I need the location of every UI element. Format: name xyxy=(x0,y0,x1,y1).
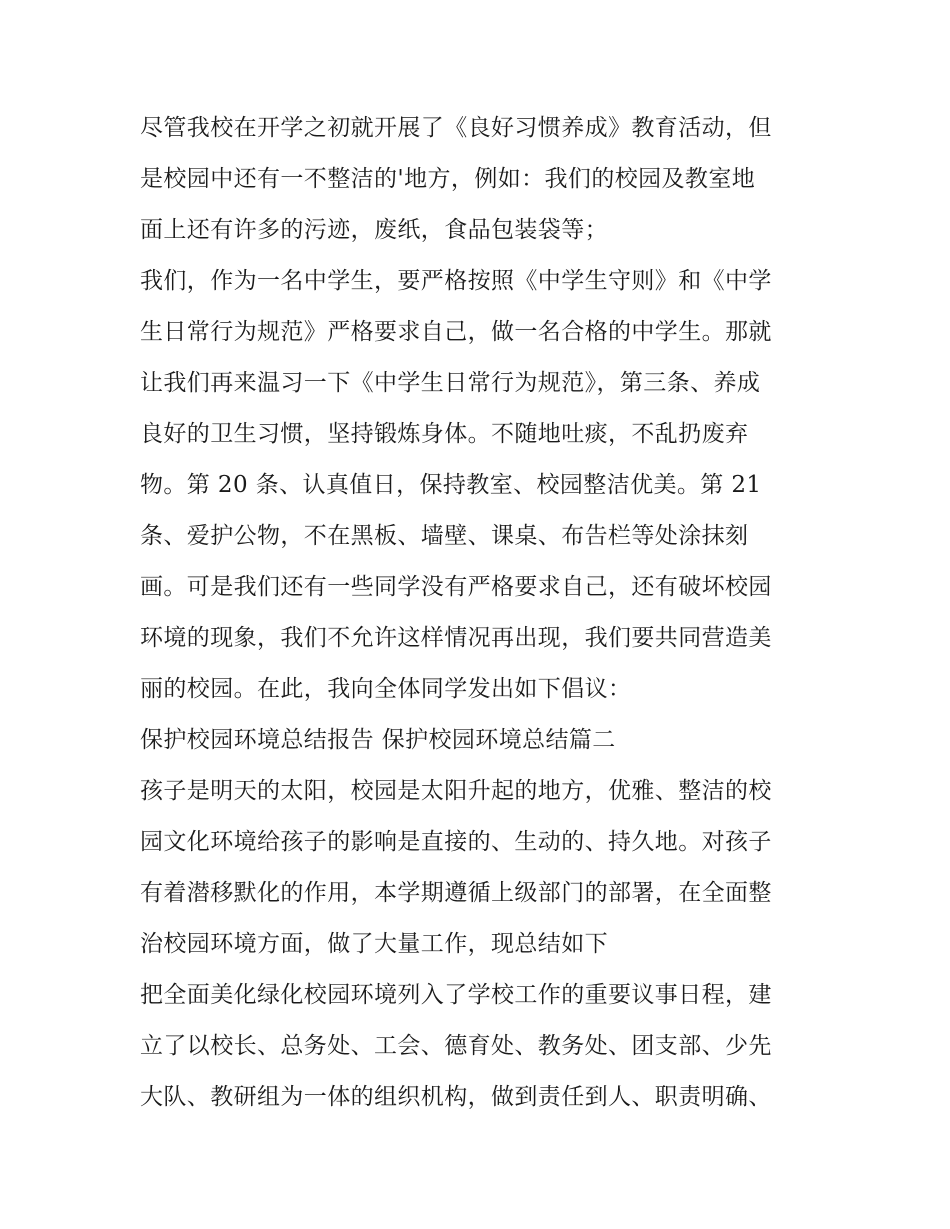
text-line: 良好的卫生习惯，坚持锻炼身体。不随地吐痰，不乱扔废弃 xyxy=(140,421,749,447)
text-line: 物。第 20 条、认真值日，保持教室、校园整洁优美。第 21 xyxy=(140,472,762,498)
text-line: 大队、教研组为一体的组织机构，做到责任到人、职责明确、 xyxy=(140,1084,772,1110)
text-line: 把全面美化绿化校园环境列入了学校工作的重要议事日程，建 xyxy=(140,982,772,1008)
text-line: 面上还有许多的污迹，废纸，食品包装袋等； xyxy=(140,217,608,243)
text-line: 治校园环境方面，做了大量工作，现总结如下 xyxy=(140,931,608,957)
text-line: 是校园中还有一不整洁的'地方，例如：我们的校园及教室地 xyxy=(140,166,756,192)
text-line: 我们，作为一名中学生，要严格按照《中学生守则》和《中学 xyxy=(140,268,772,294)
text-line: 让我们再来温习一下《中学生日常行为规范》，第三条、养成 xyxy=(140,370,761,396)
text-line: 丽的校园。在此，我向全体同学发出如下倡议： xyxy=(140,676,632,702)
text-line: 画。可是我们还有一些同学没有严格要求自己，还有破坏校园 xyxy=(140,574,772,600)
text-line: 环境的现象，我们不允许这样情况再出现，我们要共同营造美 xyxy=(140,625,772,651)
document-body xyxy=(140,103,820,1123)
section-heading: 保护校园环境总结报告 保护校园环境总结篇二 xyxy=(140,727,616,753)
text-line: 孩子是明天的太阳，校园是太阳升起的地方，优雅、整洁的校 xyxy=(140,778,772,804)
text-line: 有着潜移默化的作用，本学期遵循上级部门的部署，在全面整 xyxy=(140,880,772,906)
text-line: 园文化环境给孩子的影响是直接的、生动的、持久地。对孩子 xyxy=(140,829,772,855)
text-line: 立了以校长、总务处、工会、德育处、教务处、团支部、少先 xyxy=(140,1033,772,1059)
text-line: 生日常行为规范》严格要求自己，做一名合格的中学生。那就 xyxy=(140,319,772,345)
text-line: 尽管我校在开学之初就开展了《良好习惯养成》教育活动，但 xyxy=(140,115,772,141)
text-line: 条、爱护公物，不在黑板、墙壁、课桌、布告栏等处涂抹刻 xyxy=(140,523,749,549)
